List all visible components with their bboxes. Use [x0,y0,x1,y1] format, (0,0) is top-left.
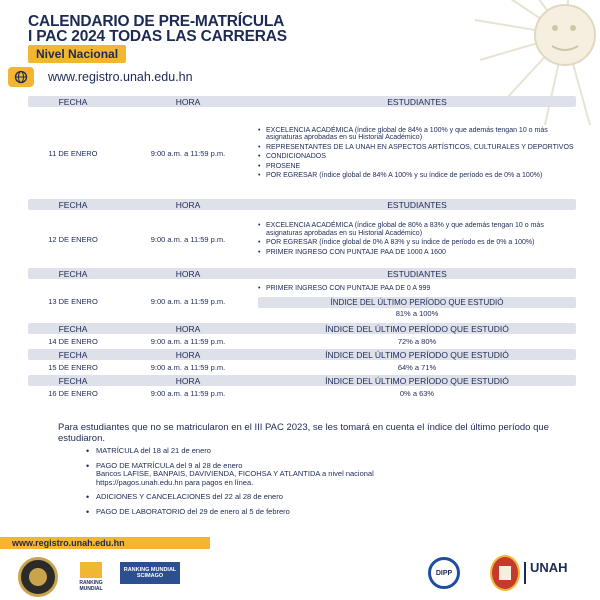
level-badge: Nivel Nacional [28,45,126,63]
table-row [28,386,576,401]
schedule-table [28,96,576,401]
col-fecha: FECHA [58,268,88,279]
list-item: • POR EGRESAR (índice global de 84% A 100% y su índice de período es de 0% a 100%) [258,172,576,180]
row-date: 16 DE ENERO [48,389,98,398]
col-estudiantes: ESTUDIANTES [387,268,447,279]
table-row [28,279,576,323]
student-list [258,125,576,182]
col-fecha: FECHA [58,199,88,210]
col-estudiantes: ESTUDIANTES [387,199,447,210]
globe-icon [8,67,34,87]
student-list [258,285,576,293]
list-item: • PAGO DE MATRÍCULA del 9 al 28 de enero [86,462,566,471]
student-list [258,220,576,258]
scimago-logo: RANKING MUNDIAL SCIMAGO [120,562,180,584]
bank-info: Bancos LAFISE, BANPAIS, DAVIVIENDA, FICOHSA Y ATLANTIDA a nivel nacional [96,469,374,478]
col-hora: HORA [175,349,201,360]
row-date: 11 DE ENERO [48,148,98,158]
col-hora: HORA [175,199,201,210]
table-row [28,210,576,268]
index-header: ÍNDICE DEL ÚLTIMO PERÍODO QUE ESTUDIÓ [325,375,509,386]
dipp-logo: DIPP [428,557,460,589]
col-hora: HORA [175,96,201,107]
col-hora: HORA [175,323,201,334]
table-header [28,96,576,107]
table-header [28,375,576,386]
table-header [28,199,576,210]
row-detail [258,283,576,319]
table-header [28,268,576,279]
table-header [28,323,576,334]
index-header: ÍNDICE DEL ÚLTIMO PERÍODO QUE ESTUDIÓ [325,323,509,334]
ranking-logo [74,557,108,597]
row-date: 12 DE ENERO [48,234,98,244]
row-time: 9:00 a.m. a 11:59 p.m. [150,363,226,372]
col-fecha: FECHA [58,375,88,386]
list-item: • REPRESENTANTES DE LA UNAH EN ASPECTOS ARTÍSTICOS, CULTURALES Y DEPORTIVOS [258,144,576,152]
index-header: ÍNDICE DEL ÚLTIMO PERÍODO QUE ESTUDIÓ [325,349,509,360]
table-header [28,349,576,360]
col-hora: HORA [175,375,201,386]
table-row [28,360,576,375]
list-item: • PAGO DE LABORATORIO del 29 de enero al 5 de febrero [86,508,566,517]
list-item: • MATRÍCULA del 18 al 21 de enero [86,447,566,456]
index-value: 0% a 63% [399,389,435,398]
footer-website[interactable]: www.registro.unah.edu.hn [0,537,210,549]
row-date: 15 DE ENERO [48,363,98,372]
col-fecha: FECHA [58,323,88,334]
page-title [28,14,287,44]
dates-list [86,447,566,522]
title-line-1: CALENDARIO DE PRE-MATRÍCULA [28,13,285,30]
table-row [28,107,576,199]
col-fecha: FECHA [58,96,88,107]
list-item: • CONDICIONADOS [258,153,576,161]
index-value: 64% a 71% [397,363,437,372]
row-time: 9:00 a.m. a 11:59 p.m. [150,389,226,398]
list-item: • EXCELENCIA ACADÉMICA (índice global de 84% a 100% y que además tengan 10 o más asignaturas aprobadas en su Historial Académico) [258,127,576,142]
list-item: • PROSENE [258,163,576,171]
col-hora: HORA [175,268,201,279]
row-date: 13 DE ENERO [48,296,98,306]
row-time: 9:00 a.m. a 11:59 p.m. [150,337,226,346]
unah-logo-text: UNAH [530,560,568,575]
website-link[interactable] [8,67,193,87]
list-item: • ADICIONES Y CANCELACIONES del 22 al 28 de enero [86,493,566,502]
list-item: • POR EGRESAR (índice global de 0% A 83% y su índice de período es de 0% a 100%) [258,239,576,247]
col-estudiantes: ESTUDIANTES [387,96,447,107]
row-time: 9:00 a.m. a 11:59 p.m. [150,148,226,158]
row-date: 14 DE ENERO [48,337,98,346]
index-header: ÍNDICE DEL ÚLTIMO PERÍODO QUE ESTUDIÓ [258,297,576,308]
unah-seal-icon [490,555,520,591]
list-item: • EXCELENCIA ACADÉMICA (índice global de 80% a 83% y que además tengan 10 o más asignaturas aprobadas en su Historial Académico) [258,222,576,237]
ranking-logo-text: RANKING MUNDIAL [79,580,103,592]
index-value: 72% a 80% [397,337,437,346]
seal-logo-icon [18,557,58,597]
payment-link[interactable]: https://pagos.unah.edu.hn para pagos en línea. [96,477,254,487]
table-row [28,334,576,349]
note-text: Para estudiantes que no se matricularon en el III PAC 2023, se les tomará en cuenta el índice del último período que estudiaron. [58,422,549,444]
row-time: 9:00 a.m. a 11:59 p.m. [150,234,226,244]
list-item: • PRIMER INGRESO CON PUNTAJE PAA DE 1000 A 1600 [258,249,576,257]
logo-divider [524,562,526,584]
title-line-2: I PAC 2024 TODAS LAS CARRERAS [28,28,287,45]
list-item: • PRIMER INGRESO CON PUNTAJE PAA DE 0 A 999 [258,285,576,293]
col-fecha: FECHA [58,349,88,360]
website-text: www.registro.unah.edu.hn [48,70,193,84]
row-time: 9:00 a.m. a 11:59 p.m. [150,296,226,306]
index-value: 81% a 100% [395,308,439,318]
